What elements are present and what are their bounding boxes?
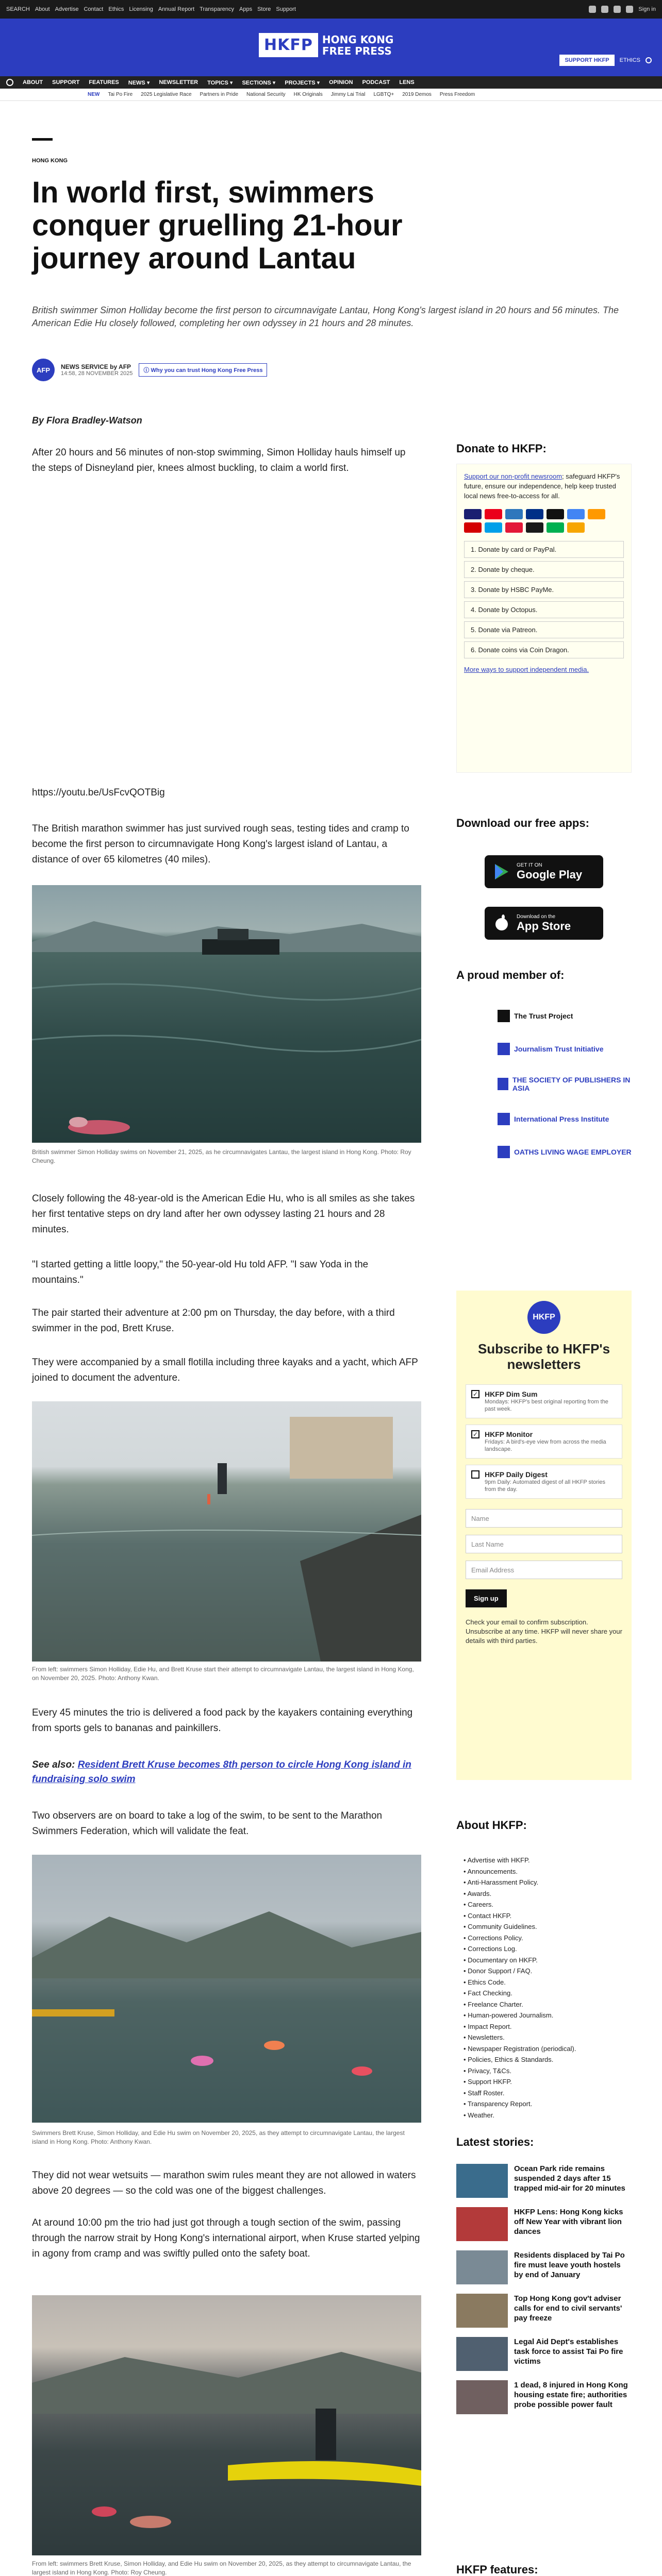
latest-heading: Latest stories: bbox=[456, 2136, 534, 2148]
member-name: THE SOCIETY OF PUBLISHERS IN ASIA bbox=[512, 1076, 631, 1092]
newsletter-option[interactable] bbox=[466, 1384, 622, 1418]
latest-story[interactable] bbox=[456, 2337, 632, 2371]
newsletter-desc: Fridays: A bird's-eye view from across the media landscape. bbox=[485, 1439, 606, 1452]
member-icon bbox=[498, 1146, 510, 1158]
about-link[interactable]: • Transparency Report. bbox=[464, 2098, 576, 2110]
about-link[interactable]: • Corrections Log. bbox=[464, 1943, 576, 1955]
subnav-item[interactable]: Tai Po Fire bbox=[108, 92, 133, 97]
story-title[interactable]: HKFP Lens: Hong Kong kicks off New Year with vibrant lion dances bbox=[514, 2208, 623, 2236]
story-thumbnail[interactable] bbox=[456, 2164, 508, 2198]
logo-mark: HKFP bbox=[259, 33, 318, 57]
nav-item[interactable]: TOPICS ▾ bbox=[207, 79, 233, 86]
source-by[interactable]: by AFP bbox=[110, 363, 131, 370]
member-logos bbox=[498, 1010, 632, 1179]
see-also bbox=[32, 1758, 421, 1787]
facebook-icon[interactable] bbox=[589, 6, 596, 13]
newsletter-checkbox[interactable]: ✓ bbox=[471, 1430, 479, 1438]
nav-item[interactable]: SUPPORT bbox=[52, 79, 80, 86]
top-utility-bar bbox=[0, 0, 662, 19]
subscribe-heading: Subscribe to HKFP's newsletters bbox=[477, 1341, 610, 1372]
support-hkfp-button[interactable]: SUPPORT HKFP bbox=[559, 55, 614, 66]
payment-logo-icon bbox=[567, 509, 585, 519]
logo-line-1: HONG KONG bbox=[322, 33, 394, 46]
payment-logo-icon bbox=[505, 509, 523, 519]
email-input[interactable]: Email Address bbox=[466, 1561, 622, 1579]
paragraph: Closely following the 48-year-old is the American Edie Hu, who is all smiles as she takes her first tentative steps on dry land after her own odyssey lasting 21 hours and 28 minutes. bbox=[32, 1193, 415, 1235]
story-title[interactable]: Legal Aid Dept's establishes task force to assist Tai Po fire victims bbox=[514, 2337, 623, 2366]
masthead bbox=[0, 19, 662, 76]
nav-item[interactable]: PROJECTS ▾ bbox=[285, 79, 320, 86]
top-link[interactable]: Store bbox=[257, 6, 271, 12]
nav-item[interactable]: ABOUT bbox=[23, 79, 43, 86]
top-link[interactable]: Annual Report bbox=[158, 6, 195, 12]
paragraph: Every 45 minutes the trio is delivered a food pack by the kayakers containing everything from sports gels to bananas and painkillers. bbox=[32, 1707, 413, 1734]
as-bottom: App Store bbox=[517, 919, 571, 933]
article-lede: British swimmer Simon Holliday become the first person to circumnavigate Lantau, Hong Kong's largest island in 20 hours and 56 minutes. The American Edie Hu closely followed, completing her own odyssey in 21 hours and 28 minutes. bbox=[32, 305, 619, 328]
about-link[interactable]: • Freelance Charter. bbox=[464, 1999, 576, 2010]
author-line: By Flora Bradley-Watson bbox=[32, 415, 142, 426]
photo-swimmer-holliday[interactable] bbox=[32, 885, 421, 1143]
search-icon[interactable] bbox=[6, 79, 13, 86]
paragraph: Two observers are on board to take a log of the swim, to be sent to the Marathon Swimmers Federation, which will validate the feat. bbox=[32, 1810, 383, 1837]
as-top: Download on the bbox=[517, 913, 556, 920]
category-rule bbox=[32, 138, 53, 141]
about-link[interactable]: • Newspaper Registration (periodical). bbox=[464, 2043, 576, 2055]
about-link[interactable]: • Support HKFP. bbox=[464, 2076, 576, 2088]
paragraph: At around 10:00 pm the trio had just got through a tough section of the swim, passing through the narrow strait by Hong Kong's international airport, when Kruse started yelping in agony from cramp and was swiftly pulled onto the safety boat. bbox=[32, 2217, 420, 2259]
photo-kayak-support[interactable] bbox=[32, 2295, 421, 2555]
story-thumbnail[interactable] bbox=[456, 2380, 508, 2414]
story-title[interactable]: 1 dead, 8 injured in Hong Kong housing estate fire; authorities probe possible power fault bbox=[514, 2381, 628, 2409]
member-icon bbox=[498, 1043, 510, 1055]
member-heading: A proud member of: bbox=[456, 969, 565, 981]
story-title[interactable]: Top Hong Kong gov't adviser calls for end to civil servants' pay freeze bbox=[514, 2294, 622, 2323]
member-name: International Press Institute bbox=[514, 1115, 609, 1123]
subnav-item[interactable]: Jimmy Lai Trial bbox=[330, 92, 366, 97]
payment-logo-icon bbox=[485, 522, 502, 533]
see-also-label: See also: bbox=[32, 1759, 75, 1770]
paragraph: They were accompanied by a small flotilla including three kayaks and a yacht, which AFP joined to document the adventure. bbox=[32, 1357, 418, 1383]
features-heading: HKFP features: bbox=[456, 2563, 538, 2576]
latest-story[interactable] bbox=[456, 2250, 632, 2284]
paragraph: The pair started their adventure at 2:00 pm on Thursday, the day before, with a third swimmer in the pod, Brett Kruse. bbox=[32, 1308, 395, 1334]
member-icon bbox=[498, 1113, 510, 1125]
payment-logo-icon bbox=[505, 522, 523, 533]
payment-logos bbox=[464, 509, 624, 533]
nav-item[interactable]: NEWSLETTER bbox=[159, 79, 198, 86]
payment-logo-icon bbox=[526, 522, 543, 533]
subnav-item[interactable]: HK Originals bbox=[293, 92, 323, 97]
last-name-input[interactable]: Last Name bbox=[466, 1535, 622, 1553]
ethics-link[interactable]: ETHICS bbox=[619, 57, 640, 63]
google-play-button[interactable] bbox=[485, 855, 603, 888]
photo-illustration bbox=[32, 1855, 421, 2123]
newsletter-title: HKFP Dim Sum bbox=[485, 1390, 538, 1398]
newsletter-desc: Mondays: HKFP's best original reporting from the past week. bbox=[485, 1399, 608, 1412]
donate-panel bbox=[456, 464, 632, 773]
nav-item[interactable]: OPINION bbox=[329, 79, 353, 86]
story-thumbnail[interactable] bbox=[456, 2337, 508, 2371]
top-link[interactable]: Licensing bbox=[129, 6, 153, 12]
donate-text: ; safeguard HKFP's future, ensure our independence, help keep trusted local news free-to-access for all. bbox=[464, 472, 620, 500]
about-link[interactable]: • Contact HKFP. bbox=[464, 1910, 576, 1922]
top-link[interactable]: Transparency bbox=[200, 6, 234, 12]
about-link[interactable]: • Anti-Harassment Policy. bbox=[464, 1877, 576, 1888]
top-link[interactable]: Apps bbox=[239, 6, 253, 12]
about-link[interactable]: • Policies, Ethics & Standards. bbox=[464, 2054, 576, 2065]
story-title[interactable]: Residents displaced by Tai Po fire must leave youth hostels by end of January bbox=[514, 2251, 625, 2279]
latest-story[interactable] bbox=[456, 2207, 632, 2241]
gp-top: GET IT ON bbox=[517, 862, 542, 868]
about-link[interactable]: • Staff Roster. bbox=[464, 2088, 576, 2099]
newsletter-desc: 9pm Daily: Automated digest of all HKFP stories from the day. bbox=[485, 1479, 605, 1493]
signup-note: Check your email to confirm subscription. Unsubscribe at any time. HKFP will never share your details with third parties. bbox=[466, 1618, 622, 1645]
donate-option[interactable]: 5. Donate via Patreon. bbox=[464, 621, 624, 638]
subnav-item[interactable]: Press Freedom bbox=[439, 92, 475, 97]
subnav-item[interactable]: Partners in Pride bbox=[200, 92, 239, 97]
photo-caption: British swimmer Simon Holliday swims on November 21, 2025, as he circumnavigates Lantau, the largest island in Hong Kong. Photo: Roy Cheung. bbox=[32, 1148, 411, 1164]
about-link[interactable]: • Advertise with HKFP. bbox=[464, 1855, 576, 1866]
member-name: Journalism Trust Initiative bbox=[514, 1045, 604, 1053]
about-link[interactable]: • Ethics Code. bbox=[464, 1977, 576, 1988]
byline bbox=[32, 359, 267, 381]
top-link[interactable]: SEARCH bbox=[6, 6, 30, 12]
photo-swimmers-start[interactable] bbox=[32, 1401, 421, 1662]
subnav-item[interactable]: 2025 Legislative Race bbox=[141, 92, 192, 97]
video-link[interactable]: https://youtu.be/UsFcvQOTBig bbox=[32, 787, 165, 798]
new-badge: NEW bbox=[88, 92, 100, 97]
payment-logo-icon bbox=[588, 509, 605, 519]
gp-bottom: Google Play bbox=[517, 868, 583, 881]
about-link[interactable]: • Community Guidelines. bbox=[464, 1921, 576, 1933]
about-link[interactable]: • Human-powered Journalism. bbox=[464, 2010, 576, 2021]
search-icon[interactable] bbox=[646, 57, 652, 63]
first-name-input[interactable]: Name bbox=[466, 1509, 622, 1528]
trust-hkfp-link[interactable] bbox=[139, 363, 267, 377]
instagram-icon[interactable] bbox=[614, 6, 621, 13]
about-link[interactable]: • Fact Checking. bbox=[464, 1988, 576, 1999]
about-link[interactable]: • Donor Support / FAQ. bbox=[464, 1965, 576, 1977]
member-icon bbox=[498, 1010, 510, 1022]
member-logo[interactable] bbox=[498, 1113, 632, 1125]
trust-label: Why you can trust Hong Kong Free Press bbox=[151, 367, 263, 374]
nav-item[interactable]: FEATURES bbox=[89, 79, 119, 86]
subnav-item[interactable]: LGBTQ+ bbox=[373, 92, 394, 97]
about-link[interactable]: • Awards. bbox=[464, 1888, 576, 1900]
about-link[interactable]: • Careers. bbox=[464, 1899, 576, 1910]
newsletter-title: HKFP Daily Digest bbox=[485, 1470, 548, 1479]
member-logo[interactable] bbox=[498, 1146, 632, 1158]
story-title[interactable]: Ocean Park ride remains suspended 2 days after 15 trapped mid-air for 20 minutes bbox=[514, 2164, 625, 2193]
subnav-item[interactable]: 2019 Demos bbox=[402, 92, 432, 97]
afp-avatar[interactable]: AFP bbox=[32, 359, 55, 381]
about-link[interactable]: • Corrections Policy. bbox=[464, 1933, 576, 1944]
paragraph: After 20 hours and 56 minutes of non-stop swimming, Simon Holliday hauls himself up the steps of Disneyland pier, knees almost buckling, to claim a world first. bbox=[32, 447, 406, 473]
apple-icon bbox=[493, 914, 510, 932]
newsletter-option[interactable] bbox=[466, 1425, 622, 1459]
google-play-icon bbox=[493, 863, 510, 880]
subnav-item[interactable]: National Security bbox=[246, 92, 286, 97]
publish-date: 14:58, 28 NOVEMBER 2025 bbox=[61, 370, 133, 377]
about-link[interactable]: • Weather. bbox=[464, 2110, 576, 2121]
main-nav bbox=[0, 76, 662, 89]
logo-line-2: FREE PRESS bbox=[322, 44, 392, 57]
newsletter-title: HKFP Monitor bbox=[485, 1430, 533, 1438]
youtube-icon[interactable] bbox=[626, 6, 633, 13]
payment-logo-icon bbox=[567, 522, 585, 533]
article-title: In world first, swimmers conquer gruelling 21-hour journey around Lantau bbox=[32, 176, 403, 275]
payment-logo-icon bbox=[464, 522, 482, 533]
about-link[interactable]: • Announcements. bbox=[464, 1866, 576, 1877]
member-logo[interactable] bbox=[498, 1043, 632, 1055]
top-link[interactable]: Contact bbox=[84, 6, 104, 12]
newsletter-checkbox[interactable]: ✓ bbox=[471, 1390, 479, 1398]
story-thumbnail[interactable] bbox=[456, 2294, 508, 2328]
payment-logo-icon bbox=[526, 509, 543, 519]
photo-caption: Swimmers Brett Kruse, Simon Holliday, and Edie Hu swim on November 20, 2025, as they attempt to circumnavigate Lantau, the largest island in Hong Kong. Photo: Anthony Kwan. bbox=[32, 2129, 405, 2145]
donate-option[interactable]: 2. Donate by cheque. bbox=[464, 561, 624, 578]
newsletter-option[interactable] bbox=[466, 1465, 622, 1499]
top-link[interactable]: Advertise bbox=[55, 6, 79, 12]
donate-heading: Donate to HKFP: bbox=[456, 442, 547, 455]
top-link[interactable]: Support bbox=[276, 6, 296, 12]
photo-caption: From left: swimmers Brett Kruse, Simon Holliday, and Edie Hu swim on November 20, 2025, as they attempt to circumnavigate Lantau, the largest island in Hong Kong. Photo: Roy Cheung. bbox=[32, 2560, 411, 2576]
x-icon[interactable] bbox=[601, 6, 608, 13]
hkfp-badge-icon: HKFP bbox=[527, 1301, 560, 1334]
about-link[interactable]: • Impact Report. bbox=[464, 2021, 576, 2032]
payment-logo-icon bbox=[464, 509, 482, 519]
subscribe-panel bbox=[456, 1291, 632, 1780]
latest-story[interactable] bbox=[456, 2294, 632, 2328]
about-link[interactable]: • Privacy, T&Cs. bbox=[464, 2065, 576, 2077]
hkfp-logo[interactable] bbox=[259, 33, 393, 57]
about-link[interactable]: • Documentary on HKFP. bbox=[464, 1955, 576, 1966]
donate-option[interactable]: 6. Donate coins via Coin Dragon. bbox=[464, 641, 624, 658]
donate-options bbox=[464, 541, 624, 658]
paragraph: "I started getting a little loopy," the 50-year-old Hu told AFP. "I saw Yoda in the mountains." bbox=[32, 1259, 369, 1285]
payment-logo-icon bbox=[547, 522, 564, 533]
donate-option[interactable]: 4. Donate by Octopus. bbox=[464, 601, 624, 618]
photo-caption: From left: swimmers Simon Holliday, Edie Hu, and Brett Kruse start their attempt to circumnavigate Lantau, the largest island in Hong Kong, on November 20, 2025. Photo: Anthony Kwan. bbox=[32, 1666, 414, 1682]
topic-subnav bbox=[0, 89, 662, 101]
top-link[interactable]: About bbox=[35, 6, 50, 12]
signup-button[interactable]: Sign up bbox=[466, 1589, 507, 1607]
more-ways-link[interactable]: More ways to support independent media. bbox=[464, 666, 589, 673]
donate-link[interactable]: Support our non-profit newsroom bbox=[464, 472, 562, 480]
payment-logo-icon bbox=[547, 509, 564, 519]
photo-illustration bbox=[32, 2295, 421, 2555]
story-thumbnail[interactable] bbox=[456, 2250, 508, 2284]
latest-story[interactable] bbox=[456, 2164, 632, 2198]
nav-item[interactable]: LENS bbox=[399, 79, 415, 86]
see-also-link[interactable]: Resident Brett Kruse becomes 8th person to circle Hong Kong island in fundraising solo swim bbox=[32, 1759, 411, 1785]
signin-link[interactable]: Sign in bbox=[638, 6, 656, 12]
member-name: The Trust Project bbox=[514, 1012, 573, 1020]
member-icon bbox=[498, 1078, 508, 1090]
donate-option[interactable]: 3. Donate by HSBC PayMe. bbox=[464, 581, 624, 598]
top-link[interactable]: Ethics bbox=[108, 6, 124, 12]
article-category[interactable]: HONG KONG bbox=[32, 158, 68, 164]
top-utility-links bbox=[6, 6, 296, 12]
newsletter-options bbox=[466, 1384, 622, 1499]
nav-item[interactable]: NEWS ▾ bbox=[128, 79, 150, 86]
photo-illustration bbox=[32, 885, 421, 1143]
latest-story[interactable] bbox=[456, 2380, 632, 2414]
apps-heading: Download our free apps: bbox=[456, 817, 589, 829]
member-logo[interactable] bbox=[498, 1010, 632, 1022]
info-icon: ⓘ bbox=[143, 367, 151, 374]
latest-stories bbox=[456, 2164, 632, 2424]
about-link[interactable]: • Newsletters. bbox=[464, 2032, 576, 2043]
member-name: OATHS LIVING WAGE EMPLOYER bbox=[514, 1148, 632, 1156]
donate-option[interactable]: 1. Donate by card or PayPal. bbox=[464, 541, 624, 558]
paragraph: They did not wear wetsuits — marathon swim rules meant they are not allowed in waters above 20 degrees — so the cold was one of the biggest challenges. bbox=[32, 2170, 416, 2196]
app-store-button[interactable] bbox=[485, 907, 603, 940]
about-heading: About HKFP: bbox=[456, 1819, 527, 1832]
newsletter-checkbox[interactable] bbox=[471, 1470, 479, 1479]
paragraph: The British marathon swimmer has just survived rough seas, testing tides and cramp to become the first person to circumnavigate Hong Kong's largest island of Lantau, a distance of over 65 kilometres (40 miles). bbox=[32, 823, 409, 865]
about-links bbox=[464, 1855, 576, 2121]
source-label: NEWS SERVICE bbox=[61, 363, 108, 370]
story-thumbnail[interactable] bbox=[456, 2207, 508, 2241]
payment-logo-icon bbox=[485, 509, 502, 519]
nav-item[interactable]: PODCAST bbox=[362, 79, 390, 86]
photo-illustration bbox=[32, 1401, 421, 1662]
nav-item[interactable]: SECTIONS ▾ bbox=[242, 79, 276, 86]
photo-three-swimmers[interactable] bbox=[32, 1855, 421, 2123]
logo-text bbox=[322, 34, 394, 57]
member-logo[interactable] bbox=[498, 1076, 632, 1092]
